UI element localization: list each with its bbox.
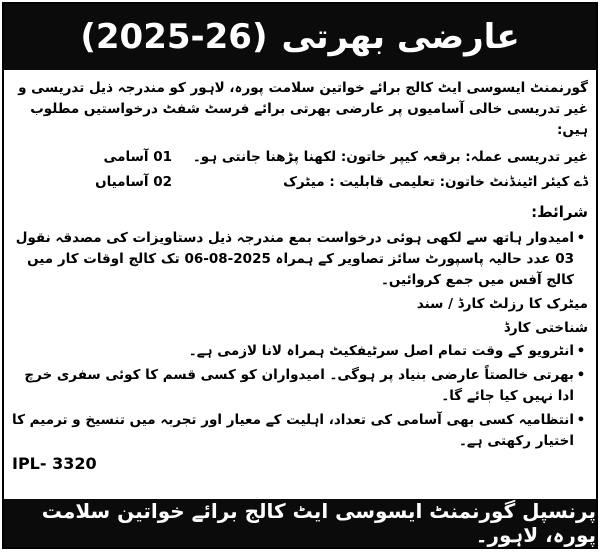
header-year: (2025-26) <box>80 17 268 57</box>
condition-text: بھرتی خالصتاً عارضی بنیاد پر ہوگی۔ امیدواران کو کسی قسم کا کوئی سفری خرچ ادا نہیں کیا جائے گا۔ <box>24 367 574 405</box>
footer-text: پرنسپل گورنمنٹ ایسوسی ایٹ کالج برائے خواتین سلامت پورہ، لاہور۔ <box>41 499 596 547</box>
post-title: ڈے کیئر اٹینڈنٹ خاتون: <box>439 173 588 190</box>
condition-text: انتظامیہ کسی بھی آسامی کی تعداد، اہلیت کے معیار اور تجربہ میں تنسیخ و ترمیم کا اختیار رکھتی ہے۔ <box>12 412 574 450</box>
conditions-title: شرائط: <box>531 202 588 221</box>
reference-code: IPL- 3320 <box>12 454 97 473</box>
bullet-icon: • <box>576 412 586 429</box>
bullet-icon: • <box>576 367 586 384</box>
post-count: 02 آسامیاں <box>95 173 172 190</box>
bullet-icon: • <box>576 229 586 246</box>
advertisement <box>2 2 598 549</box>
condition-text: امیدوار ہاتھ سے لکھی ہوئی درخواست بمع مندرجہ ذیل دستاویزات کی مصدقہ نقول 03 عدد حالیہ پاسپورٹ سائز تصاویر کے ہمراہ 2025-08-06 تک کالج اوقات کار میں کالج آفس میں جمع کروائیں۔ <box>15 229 574 288</box>
post-requirement: لکھنا پڑھنا جانتی ہو۔ <box>192 148 337 165</box>
post-label <box>193 147 588 168</box>
post-title: غیر تدریسی عملہ: برقعہ کیپر خاتون: <box>340 148 588 165</box>
ad-body <box>12 78 588 495</box>
document-item: شناختی کارڈ <box>503 319 588 336</box>
footer-banner <box>4 499 596 547</box>
post-row <box>12 147 588 168</box>
header-banner <box>4 4 596 70</box>
post-requirement: تعلیمی قابلیت : میٹرک <box>283 173 435 190</box>
posts-list <box>12 147 588 193</box>
post-row <box>12 172 588 193</box>
header-title: عارضی بھرتی <box>281 17 520 57</box>
post-count: 01 آسامی <box>103 148 172 165</box>
condition-item <box>12 341 588 362</box>
document-item: میٹرک کا رزلٹ کارڈ / سند <box>416 295 588 312</box>
condition-item <box>12 228 588 291</box>
condition-item <box>12 410 588 452</box>
bullet-icon: • <box>576 343 586 360</box>
condition-item <box>12 365 588 407</box>
intro-text: گورنمنٹ ایسوسی ایٹ کالج برائے خواتین سلامت پورہ، لاہور کو مندرجہ ذیل تدریسی و غیر تدریسی خالی آسامیوں پر عارضی بھرتی برائے فرسٹ شفٹ درخواستیں مطلوب ہیں: <box>18 80 588 138</box>
condition-text: انٹرویو کے وقت تمام اصل سرٹیفکیٹ ہمراہ لانا لازمی ہے۔ <box>188 343 574 360</box>
post-label <box>283 172 588 193</box>
